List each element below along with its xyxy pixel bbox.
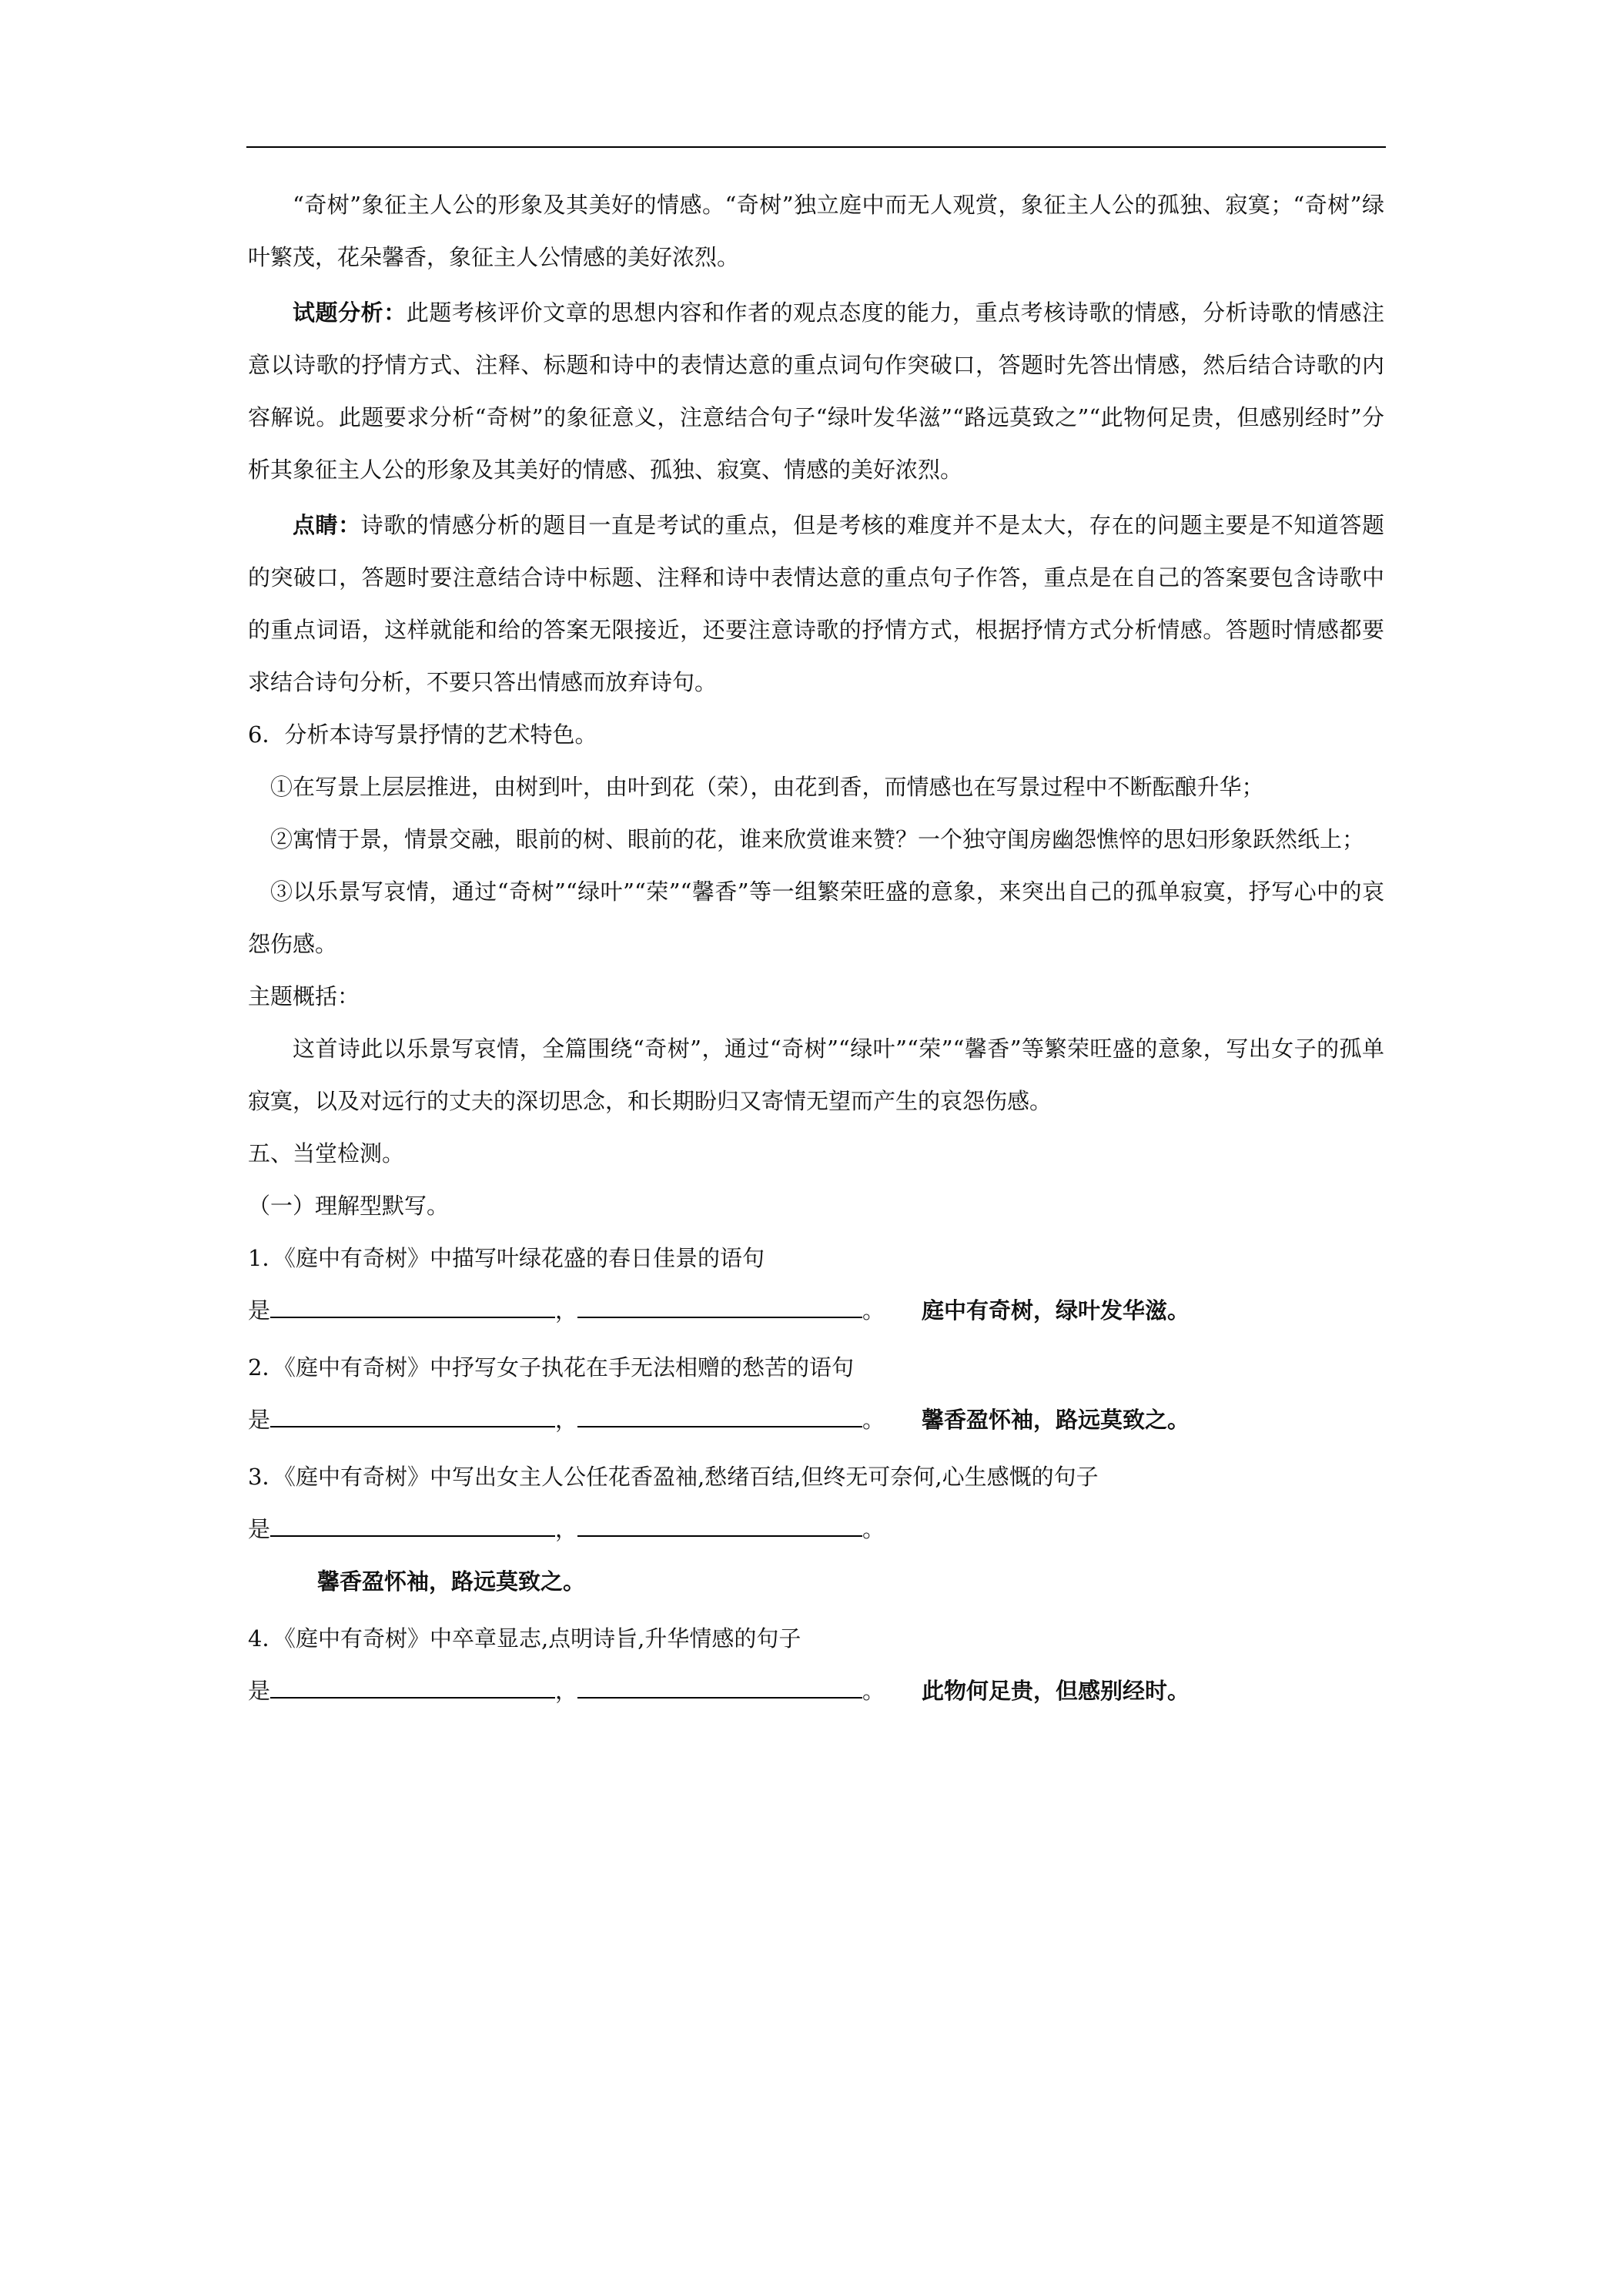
question-1-blank-2[interactable] (577, 1294, 862, 1318)
question-2-blank-1[interactable] (270, 1403, 555, 1427)
question-2-fill-line (248, 1394, 1384, 1446)
question-1-comma: ， (555, 1297, 578, 1324)
symbol-answer-paragraph: “奇树”象征主人公的形象及其美好的情感。“奇树”独立庭中而无人观赏，象征主人公的孤独、寂寞；“奇树”绿叶繁茂，花朵馨香，象征主人公情感的美好浓烈。 (248, 192, 1384, 270)
question-2-answer: 馨香盈怀袖，路远莫致之。 (922, 1407, 1190, 1433)
analysis-text: 此题考核评价文章的思想内容和作者的观点态度的能力，重点考核诗歌的情感，分析诗歌的情感注意以诗歌的抒情方式、注释、标题和诗中的表情达意的重点词句作突破口，答题时先答出情感，然后结合诗歌的内容解说。此题要求分析“奇树”的象征意义，注意结合句子“绿叶发华滋”“路远莫致之”“此物何足贵，但感别经时”分析其象征主人公的形象及其美好的情感、孤独、寂寞、情感的美好浓烈。 (248, 300, 1384, 483)
question-3-blank-2[interactable] (577, 1512, 862, 1537)
question-6-point-3: ③以乐景写哀情，通过“奇树”“绿叶”“荣”“馨香”等一组繁荣旺盛的意象，来突出自己的孤单寂寞，抒写心中的哀怨伤感。 (248, 879, 1384, 957)
part-5-title: 五、当堂检测。 (248, 1140, 405, 1166)
question-6-point-2: ②寓情于景，情景交融，眼前的树、眼前的花，谁来欣赏谁来赞？一个独守闺房幽怨憔悴的思妇形象跃然纸上； (270, 826, 1365, 852)
question-4-blank-1[interactable] (270, 1674, 555, 1699)
question-2-lead: 是 (248, 1407, 271, 1433)
header-rule (246, 146, 1386, 148)
question-3-answer: 馨香盈怀袖，路远莫致之。 (317, 1568, 586, 1595)
question-1-answer: 庭中有奇树，绿叶发华滋。 (922, 1297, 1190, 1324)
question-1-blank-1[interactable] (270, 1294, 555, 1318)
question-3-end: 。 (862, 1516, 885, 1542)
part-5-subtitle: （一）理解型默写。 (248, 1193, 450, 1219)
theme-label: 主题概括： (248, 983, 360, 1009)
question-1-prompt: 1．《庭中有奇树》中描写叶绿花盛的春日佳景的语句 (248, 1245, 765, 1271)
question-4-blank-2[interactable] (577, 1674, 862, 1699)
analysis-label: 试题分析： (293, 300, 407, 326)
question-3-lead: 是 (248, 1516, 271, 1542)
document-body (248, 179, 1384, 1717)
theme-paragraph: 这首诗此以乐景写哀情，全篇围绕“奇树”，通过“奇树”“绿叶”“荣”“馨香”等繁荣旺盛的意象，写出女子的孤单寂寞，以及对远行的丈夫的深切思念，和长期盼归又寄情无望而产生的哀怨伤感。 (248, 1036, 1384, 1114)
tip-text: 诗歌的情感分析的题目一直是考试的重点，但是考核的难度并不是太大，存在的问题主要是不知道答题的突破口，答题时要注意结合诗中标题、注释和诗中表情达意的重点句子作答，重点是在自己的答案要包含诗歌中的重点词语，这样就能和给的答案无限接近，还要注意诗歌的抒情方式，根据抒情方式分析情感。答题时情感都要求结合诗句分析，不要只答出情感而放弃诗句。 (248, 512, 1384, 695)
question-3-blank-1[interactable] (270, 1512, 555, 1537)
question-4-lead: 是 (248, 1678, 271, 1704)
question-6-point-1: ①在写景上层层推进，由树到叶，由叶到花（荣），由花到香，而情感也在写景过程中不断酝酿升华； (270, 774, 1264, 800)
question-4-prompt: 4．《庭中有奇树》中卒章显志,点明诗旨,升华情感的句子 (248, 1625, 801, 1652)
question-2-prompt: 2．《庭中有奇树》中抒写女子执花在手无法相赠的愁苦的语句 (248, 1354, 854, 1381)
question-2-blank-2[interactable] (577, 1403, 862, 1427)
question-2-end: 。 (862, 1407, 885, 1433)
analysis-paragraph (248, 286, 1384, 496)
question-3-fill-line (248, 1503, 1384, 1555)
question-3-comma: ， (555, 1516, 578, 1542)
question-2-comma: ， (555, 1407, 578, 1433)
question-1-end: 。 (862, 1297, 885, 1324)
tip-paragraph (248, 499, 1384, 708)
question-4-fill-line (248, 1665, 1384, 1717)
question-4-answer: 此物何足贵，但感别经时。 (922, 1678, 1190, 1704)
question-3-prompt: 3．《庭中有奇树》中写出女主人公任花香盈袖,愁绪百结,但终无可奈何,心生感慨的句子 (248, 1464, 1099, 1490)
question-6-title: 6．分析本诗写景抒情的艺术特色。 (248, 721, 597, 748)
question-1-lead: 是 (248, 1297, 271, 1324)
question-1-fill-line (248, 1284, 1384, 1337)
question-4-end: 。 (862, 1678, 885, 1704)
question-4-comma: ， (555, 1678, 578, 1704)
tip-label: 点睛： (293, 512, 361, 538)
